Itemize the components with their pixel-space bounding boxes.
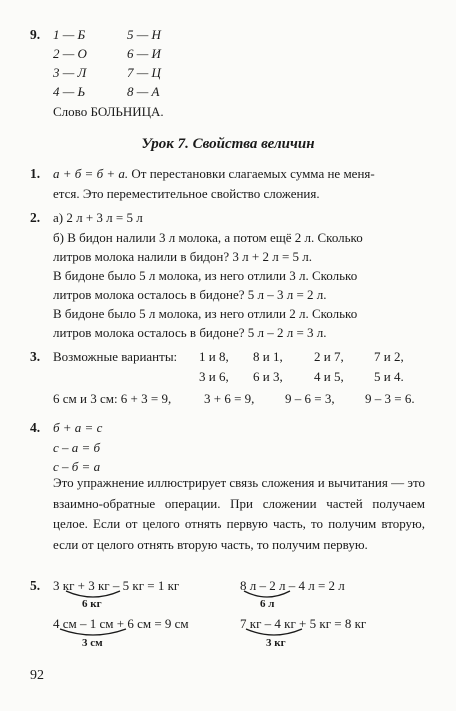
task-5-eq-1: 3 кг + 3 кг – 5 кг = 1 кг xyxy=(53,578,180,593)
task-9-pair-2: 2 — О xyxy=(53,46,87,61)
task-3-option: 2 и 7, xyxy=(314,349,344,364)
task-2-line-6: В бидоне было 5 л молока, из него отлили 2 л. Сколько xyxy=(53,306,358,321)
task-3-equation: 9 – 6 = 3, xyxy=(285,391,335,406)
task-1-text-2: ется. Это переместительное свойство сложения. xyxy=(53,186,320,201)
task-9-pair-3: 3 — Л xyxy=(53,65,87,80)
task-5-eq-4-note: 3 кг xyxy=(266,637,286,649)
task-1-text-1: От перестановки слагаемых сумма не меня- xyxy=(131,166,375,181)
task-1-line-1 xyxy=(53,166,375,182)
task-2-line-5: литров молока осталось в бидоне? 5 л – 3 л = 2 л. xyxy=(53,287,327,302)
task-3-option: 8 и 1, xyxy=(253,349,283,364)
task-3-equation: 9 – 3 = 6. xyxy=(365,391,415,406)
lesson-title xyxy=(0,136,456,153)
task-2-line-2: б) В бидон налили 3 л молока, а потом ещё 2 л. Сколько xyxy=(53,230,363,245)
task-3-option: 5 и 4. xyxy=(374,369,404,384)
task-5-eq-3: 4 см – 1 см + 6 см = 9 см xyxy=(53,616,189,631)
task-1-number: 1. xyxy=(30,166,41,181)
task-3-number: 3. xyxy=(30,349,41,364)
task-2-line-7: литров молока осталось в бидоне? 5 л – 2 л = 3 л. xyxy=(53,325,327,340)
task-1-formula: а + б = б + а. xyxy=(53,166,129,181)
task-3-option: 3 и 6, xyxy=(199,369,229,384)
task-5-eq-2: 8 л – 2 л – 4 л = 2 л xyxy=(240,578,345,593)
task-9-pair-4: 4 — Ь xyxy=(53,84,86,99)
task-5-eq-3-note: 3 см xyxy=(82,637,103,649)
task-9-pair-1: 1 — Б xyxy=(53,27,86,42)
task-5-eq-4: 7 кг – 4 кг + 5 кг = 8 кг xyxy=(240,616,367,631)
task-5-eq-1-note: 6 кг xyxy=(82,598,102,610)
task-2-line-4: В бидоне было 5 л молока, из него отлили 3 л. Сколько xyxy=(53,268,358,283)
task-3-equation: 6 см и 3 см: 6 + 3 = 9, xyxy=(53,391,172,406)
page-number: 92 xyxy=(30,668,44,683)
task-9-number: 9. xyxy=(30,27,41,42)
task-9-pair-5: 5 — Н xyxy=(127,27,161,42)
task-9-pair-8: 8 — А xyxy=(127,84,160,99)
task-2-number: 2. xyxy=(30,210,41,225)
task-9-pair-6: 6 — И xyxy=(127,46,161,61)
task-3-option: 7 и 2, xyxy=(374,349,404,364)
task-4-formula-3: с – б = а xyxy=(53,459,101,474)
task-4-number: 4. xyxy=(30,420,41,435)
task-4-formula-1: б + а = с xyxy=(53,420,103,435)
task-4-paragraph: Это упражнение иллюстрирует связь сложения и вычитания — это взаимно-обратные операции. При сложении частей получаем целое. Если от целого отнять первую часть, то получим вторую, если от целого отнять вторую часть, то получим первую. xyxy=(53,475,425,552)
lesson-title-text: Урок 7. Свойства величин xyxy=(141,136,315,152)
task-3-equation: 3 + 6 = 9, xyxy=(204,391,255,406)
task-3-option: 1 и 8, xyxy=(199,349,229,364)
task-5-eq-2-note: 6 л xyxy=(260,598,275,610)
task-2-line-1: а) 2 л + 3 л = 5 л xyxy=(53,210,143,225)
task-2-line-3: литров молока налили в бидон? 3 л + 2 л = 5 л. xyxy=(53,249,313,264)
task-4-formula-2: с – а = б xyxy=(53,440,101,455)
task-9-word: Слово БОЛЬНИЦА. xyxy=(53,104,164,119)
task-3-option: 4 и 5, xyxy=(314,369,344,384)
task-3-option: 6 и 3, xyxy=(253,369,283,384)
task-9-pair-7: 7 — Ц xyxy=(127,65,161,80)
task-5-number: 5. xyxy=(30,578,41,593)
task-3-intro: Возможные варианты: xyxy=(53,349,178,364)
